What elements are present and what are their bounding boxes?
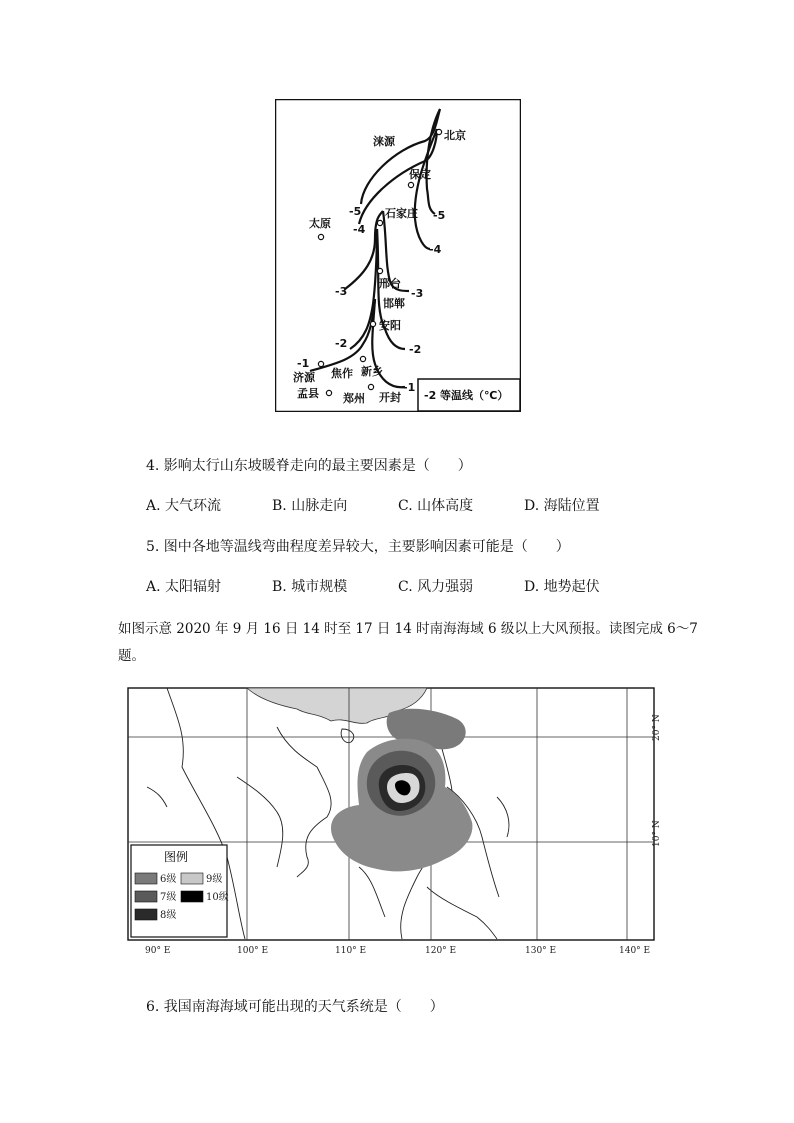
isoline-label: -3 — [335, 285, 348, 298]
lat-label: 20° N — [652, 714, 662, 741]
isoline-label: -5 — [349, 205, 362, 218]
question-6-stem: 6. 我国南海海域可能出现的天气系统是（ ） — [146, 999, 444, 1015]
legend-title: 图例 — [164, 850, 189, 864]
q4-option-b[interactable]: B. 山脉走向 — [272, 498, 348, 514]
wind-forecast-map — [127, 687, 667, 959]
legend-item-8: 8级 — [160, 910, 177, 921]
city-zhengzhou: 郑州 — [343, 392, 365, 405]
isoline-label: -3 — [411, 287, 424, 300]
lat-label: 10° N — [652, 820, 662, 847]
city-jiaozuo: 焦作 — [331, 367, 353, 380]
lon-label: 120° E — [425, 946, 457, 956]
isoline-label: -2 — [409, 343, 422, 356]
city-xingtai: 邢台 — [379, 277, 401, 290]
isoline-label: -1 — [297, 357, 310, 370]
intro-line-2: 题。 — [118, 648, 145, 664]
lon-label: 130° E — [525, 946, 557, 956]
q4-option-c[interactable]: C. 山体高度 — [398, 498, 474, 514]
city-kaifeng: 开封 — [379, 391, 401, 404]
city-baoding: 保定 — [409, 168, 431, 181]
city-anyang: 安阳 — [379, 319, 401, 332]
isoline-label: -5 — [433, 209, 446, 222]
q5-option-b[interactable]: B. 城市规模 — [272, 579, 348, 595]
legend-item-7: 7级 — [160, 892, 177, 903]
lon-label: 110° E — [335, 946, 367, 956]
lon-label: 140° E — [619, 946, 651, 956]
question-5-stem: 5. 图中各地等温线弯曲程度差异较大，主要影响因素可能是（ ） — [146, 539, 570, 555]
lon-label: 90° E — [145, 946, 171, 956]
city-laiyuan: 涞源 — [373, 135, 395, 148]
isoline-label: -2 — [335, 337, 348, 350]
legend-item-9: 9级 — [206, 874, 223, 885]
intro-line-1: 如图示意 2020 年 9 月 16 日 14 时至 17 日 14 时南海海域 6 级以上大风预报。读图完成 6～7 — [118, 621, 698, 637]
q5-option-c[interactable]: C. 风力强弱 — [398, 579, 474, 595]
city-jiyuan: 济源 — [293, 371, 315, 384]
city-handan: 邯郸 — [383, 297, 405, 310]
isoline-label: -4 — [429, 243, 442, 256]
city-xinxiang: 新乡 — [361, 365, 383, 378]
city-mengxian: 孟县 — [297, 387, 319, 400]
map1-legend: -2 等温线（℃） — [424, 389, 509, 402]
q5-option-d[interactable]: D. 地势起伏 — [524, 579, 600, 595]
lon-label: 100° E — [237, 946, 269, 956]
map2-legend — [131, 845, 229, 937]
legend-item-6: 6级 — [160, 874, 177, 885]
isoline-label: -4 — [353, 223, 366, 236]
isoline-label: -1 — [403, 381, 416, 394]
city-taiyuan: 太原 — [309, 217, 331, 230]
isotherm-map — [275, 99, 521, 412]
city-shijiazhuang: 石家庄 — [385, 207, 418, 220]
city-beijing: 北京 — [444, 129, 466, 142]
question-4-stem: 4. 影响太行山东坡暖脊走向的最主要因素是（ ） — [146, 458, 472, 474]
q4-option-a[interactable]: A. 大气环流 — [146, 498, 222, 514]
q5-option-a[interactable]: A. 太阳辐射 — [146, 579, 222, 595]
q4-option-d[interactable]: D. 海陆位置 — [524, 498, 600, 514]
legend-item-10: 10级 — [206, 892, 229, 903]
